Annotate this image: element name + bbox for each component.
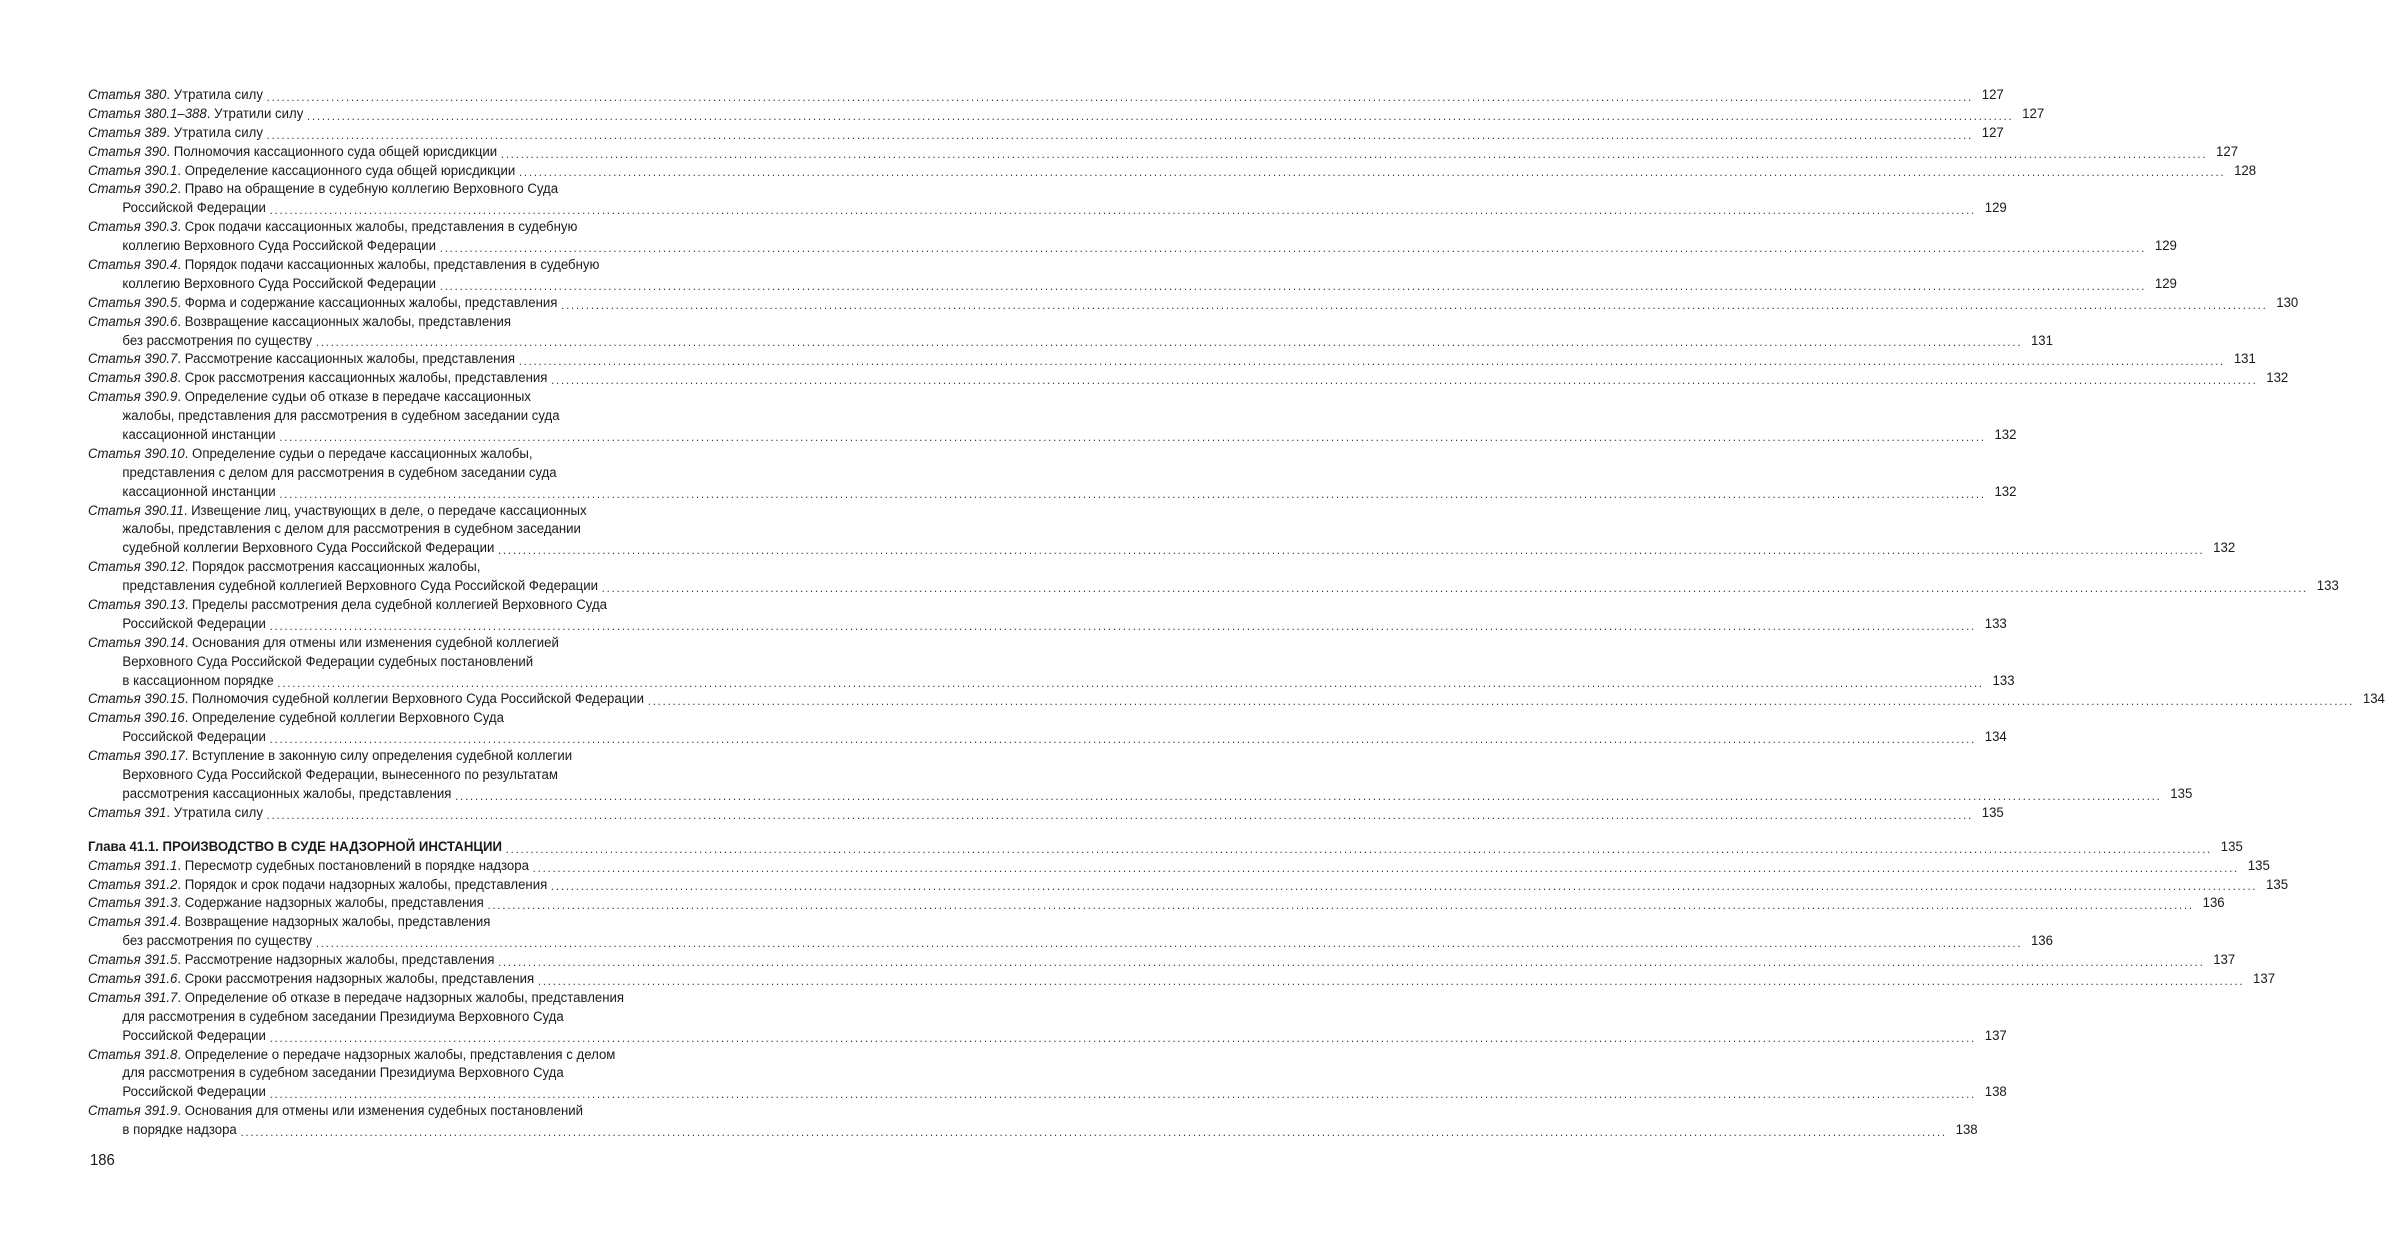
toc-entry[interactable]: Статья 390.9. Определение судьи об отказе в передаче кассационных жалобы, представления для рассмотрения в судебном заседании суда кассационной инстанции ..... 132 xyxy=(88,388,710,445)
article-number: Статья 390.6 xyxy=(88,313,178,330)
page-ref: 133 xyxy=(2316,578,2339,595)
dot-leader xyxy=(455,788,2161,804)
toc-entry[interactable]: Статья 391.7. Определение об отказе в передаче надзорных жалобы, представления для рассмотрения в судебном заседании Президиума Верховного Суда Российской Федерации ..... 137 xyxy=(88,989,710,1046)
toc-entry[interactable]: Статья 391. Утратила силу ..... 135 xyxy=(88,804,710,823)
dot-leader xyxy=(498,542,2204,558)
article-title: Порядок подачи кассационных жалобы, представления в судебную xyxy=(184,257,600,273)
toc-section-articles xyxy=(88,86,2385,823)
article-title: Срок подачи кассационных жалобы, представления в судебную xyxy=(184,219,578,236)
toc-entry[interactable]: Статья 390.8. Срок рассмотрения кассационных жалобы, представления ..... 132 xyxy=(88,369,710,388)
article-title: Утратили силу xyxy=(214,105,304,122)
page-ref: 134 xyxy=(2362,691,2385,708)
article-title: Порядок рассмотрения кассационных жалобы, xyxy=(192,559,481,576)
article-title: Верховного Суда Российской Федерации, вынесенного по результатам xyxy=(122,767,558,784)
article-title: в кассационном порядке xyxy=(122,672,274,689)
toc-entry[interactable]: Статья 390.4. Порядок подачи кассационных жалобы, представления в судебную коллегию Верховного Суда Российской Федерации ..... 129 xyxy=(88,256,710,294)
article-number: Статья 390.12 xyxy=(88,559,185,576)
dot-leader xyxy=(270,731,1976,747)
article-title: судебной коллегии Верховного Суда Российской Федерации xyxy=(122,540,495,557)
article-title: коллегию Верховного Суда Российской Федерации xyxy=(122,238,437,255)
article-title: Определение об отказе в передаче надзорных жалобы, представления xyxy=(184,989,625,1006)
article-title: Пределы рассмотрения дела судебной коллегией Верховного Суда xyxy=(192,597,607,614)
page-ref: 130 xyxy=(2276,294,2299,311)
dot-leader xyxy=(279,429,1985,445)
article-number: Статья 390.1 xyxy=(88,162,178,179)
dot-leader xyxy=(279,486,1985,502)
article-title: кассационной инстанции xyxy=(122,427,276,444)
toc-entry[interactable]: Статья 390.11. Извещение лиц, участвующих в деле, о передаче кассационных жалобы, представления с делом для рассмотрения в судебном заседании судебной коллегии Верховного Суда Российской Федерации ..... 132 xyxy=(88,502,710,559)
toc-entry[interactable]: Статья 391.1. Пересмотр судебных постановлений в порядке надзора ..... 135 xyxy=(88,857,710,876)
dot-leader xyxy=(307,108,2013,124)
article-number: Статья 391.9 xyxy=(88,1103,178,1120)
dot-leader xyxy=(648,693,2354,709)
article-title: для рассмотрения в судебном заседании Президиума Верховного Суда xyxy=(122,1008,564,1025)
toc-entry[interactable]: Статья 390.3. Срок подачи кассационных жалобы, представления в судебную коллегию Верховного Суда Российской Федерации ..... 129 xyxy=(88,218,710,256)
dot-leader xyxy=(267,89,1973,105)
page-ref: 133 xyxy=(1984,615,2007,632)
article-number: Статья 390.7 xyxy=(88,351,178,368)
article-number: Статья 380.1–388 xyxy=(88,105,207,122)
article-number: Статья 390.2 xyxy=(88,181,178,198)
toc-entry[interactable]: Статья 390.12. Порядок рассмотрения кассационных жалобы, представления судебной коллегией Верховного Суда Российской Федерации ..... 133 xyxy=(88,558,710,596)
article-title: Право на обращение в судебную коллегию Верховного Суда xyxy=(184,181,559,198)
toc-entry[interactable]: Статья 391.6. Сроки рассмотрения надзорных жалобы, представления ..... 137 xyxy=(88,970,710,989)
page-ref: 129 xyxy=(1984,200,2007,217)
article-number: Статья 391.5 xyxy=(88,952,178,969)
article-title: Определение о передаче надзорных жалобы, представления с делом xyxy=(184,1046,616,1063)
toc-entry[interactable]: Статья 390.5. Форма и содержание кассационных жалобы, представления ..... 130 xyxy=(88,294,710,313)
article-title: представления судебной коллегией Верховного Суда Российской Федерации xyxy=(122,578,598,595)
page-ref: 127 xyxy=(1981,86,2004,103)
dot-leader xyxy=(270,618,1976,634)
toc-entry[interactable]: Статья 391.3. Содержание надзорных жалобы, представления ..... 136 xyxy=(88,894,710,913)
page-ref: 137 xyxy=(2253,970,2276,987)
article-title: Срок рассмотрения кассационных жалобы, представления xyxy=(184,370,548,387)
dot-leader xyxy=(519,164,2225,180)
article-title: Утратила силу xyxy=(173,124,263,141)
article-number: Статья 390.4 xyxy=(88,257,178,273)
article-title: Определение кассационного суда общей юрисдикции xyxy=(184,162,516,179)
article-title: в порядке надзора xyxy=(122,1122,237,1139)
toc-entry[interactable]: Статья 390.16. Определение судебной коллегии Верховного Суда Российской Федерации ..... 134 xyxy=(88,709,710,747)
page-ref: 128 xyxy=(2234,162,2257,179)
page-ref: 127 xyxy=(2216,143,2239,160)
article-number: Статья 390.9 xyxy=(88,389,178,406)
dot-leader xyxy=(316,935,2022,951)
article-title: Утратила силу xyxy=(173,804,263,821)
article-title: коллегию Верховного Суда Российской Федерации xyxy=(122,275,437,292)
dot-leader xyxy=(498,954,2204,970)
toc-entry[interactable]: Статья 380.1–388. Утратили силу ..... 127 xyxy=(88,105,710,124)
article-title: Форма и содержание кассационных жалобы, представления xyxy=(184,294,558,311)
article-title: Верховного Суда Российской Федерации судебных постановлений xyxy=(122,653,534,670)
dot-leader xyxy=(533,860,2239,876)
article-title: Основания для отмены или изменения судебной коллегией xyxy=(192,634,559,651)
toc-chapter-entry[interactable] xyxy=(88,838,2243,857)
article-number: Статья 390.10 xyxy=(88,445,185,462)
page-ref: 135 xyxy=(2266,876,2289,893)
dot-leader xyxy=(602,580,2308,596)
toc-entry[interactable]: Статья 390.17. Вступление в законную силу определения судебной коллегии Верховного Суда Российской Федерации, вынесенного по результатам рассмотрения кассационных жалобы, представления ..... 135 xyxy=(88,747,710,804)
toc-entry[interactable]: Статья 391.4. Возвращение надзорных жалобы, представления без рассмотрения по существу ..... 136 xyxy=(88,913,710,951)
dot-leader xyxy=(487,897,2193,913)
page-ref: 132 xyxy=(1994,427,2017,444)
article-number: Статья 389 xyxy=(88,124,167,141)
toc-entry[interactable]: Статья 389. Утратила силу ..... 127 xyxy=(88,124,710,143)
article-title: Рассмотрение кассационных жалобы, представления xyxy=(184,351,515,368)
article-number: Статья 390.11 xyxy=(88,502,184,519)
dot-leader xyxy=(519,353,2225,369)
page-ref: 135 xyxy=(2170,785,2193,802)
article-number: Статья 390.8 xyxy=(88,370,178,387)
page-ref: 135 xyxy=(1981,804,2004,821)
page-number: 186 xyxy=(90,1152,115,1169)
article-number: Статья 391.4 xyxy=(88,914,178,931)
dot-leader xyxy=(270,1030,1976,1046)
toc-entry[interactable]: Статья 390.6. Возвращение кассационных жалобы, представления без рассмотрения по существу ..... 131 xyxy=(88,313,710,351)
dot-leader xyxy=(240,1124,1946,1140)
article-title: Вступление в законную силу определения судебной коллегии xyxy=(192,748,573,765)
page-ref: 129 xyxy=(2154,238,2177,255)
dot-leader xyxy=(270,1086,1976,1102)
article-number: Статья 391.2 xyxy=(88,876,178,893)
page-ref: 131 xyxy=(2030,332,2053,349)
article-title: Возвращение кассационных жалобы, представления xyxy=(184,313,512,330)
article-title: Полномочия судебной коллегии Верховного Суда Российской Федерации xyxy=(192,691,645,708)
dot-leader xyxy=(551,878,2257,894)
toc-entry[interactable]: Статья 390.13. Пределы рассмотрения дела судебной коллегией Верховного Суда Российской Федерации ..... 133 xyxy=(88,596,710,634)
toc-entry[interactable]: Статья 391.5. Рассмотрение надзорных жалобы, представления ..... 137 xyxy=(88,951,710,970)
article-title: без рассмотрения по существу xyxy=(122,933,313,950)
article-title: Российской Федерации xyxy=(122,1084,266,1101)
toc-entry[interactable]: Статья 391.2. Порядок и срок подачи надзорных жалобы, представления ..... 135 xyxy=(88,876,710,895)
article-number: Статья 390.14 xyxy=(88,634,185,651)
dot-leader xyxy=(440,278,2146,294)
article-title: Содержание надзорных жалобы, представления xyxy=(184,895,484,912)
page-ref: 137 xyxy=(2213,952,2236,969)
toc-section-chapter-articles xyxy=(88,857,2289,1140)
toc-entry[interactable]: Статья 391.8. Определение о передаче надзорных жалобы, представления с делом для рассмотрения в судебном заседании Президиума Верховного Суда Российской Федерации ..... 138 xyxy=(88,1046,710,1103)
article-title: жалобы, представления для рассмотрения в судебном заседании суда xyxy=(122,408,560,425)
dot-leader xyxy=(440,240,2146,256)
dot-leader xyxy=(506,841,2212,857)
page-ref: 138 xyxy=(1955,1122,1978,1139)
toc-entry[interactable]: Статья 390.2. Право на обращение в судебную коллегию Верховного Суда Российской Федерации ..... 129 xyxy=(88,180,710,218)
dot-leader xyxy=(501,146,2207,162)
article-title: Возвращение надзорных жалобы, представления xyxy=(184,914,491,931)
article-title: Пересмотр судебных постановлений в порядке надзора xyxy=(184,857,529,874)
article-number: Статья 390.13 xyxy=(88,597,185,614)
page-ref: 132 xyxy=(1994,483,2017,500)
article-number: Статья 391.8 xyxy=(88,1046,178,1063)
article-number: Статья 390.17 xyxy=(88,748,185,765)
chapter-title: Глава 41.1. ПРОИЗВОДСТВО В СУДЕ НАДЗОРНОЙ ИНСТАНЦИИ xyxy=(88,838,502,855)
article-title: Российской Федерации xyxy=(122,615,266,632)
article-number: Статья 391.3 xyxy=(88,895,178,912)
page-ref: 133 xyxy=(1992,672,2015,689)
article-number: Статья 391 xyxy=(88,804,167,821)
toc-entry[interactable]: Статья 390.14. Основания для отмены или изменения судебной коллегией Верховного Суда Российской Федерации судебных постановлений в кассационном порядке ..... 133 xyxy=(88,634,710,691)
toc-entry[interactable]: Статья 380. Утратила силу ..... 127 xyxy=(88,86,710,105)
article-title: Полномочия кассационного суда общей юрисдикции xyxy=(173,143,498,160)
article-number: Статья 391.6 xyxy=(88,970,178,987)
article-title: Порядок и срок подачи надзорных жалобы, представления xyxy=(184,876,548,893)
page-ref: 137 xyxy=(1984,1027,2007,1044)
article-title: рассмотрения кассационных жалобы, представления xyxy=(122,785,452,802)
article-title: Определение судьи о передаче кассационных жалобы, xyxy=(192,445,533,462)
page-ref: 136 xyxy=(2030,933,2053,950)
article-title: Сроки рассмотрения надзорных жалобы, представления xyxy=(184,970,535,987)
toc-entry[interactable]: Статья 390. Полномочия кассационного суда общей юрисдикции ..... 127 xyxy=(88,143,710,162)
article-number: Статья 390 xyxy=(88,143,167,160)
page-ref: 134 xyxy=(1984,729,2007,746)
toc-entry[interactable]: Статья 390.15. Полномочия судебной коллегии Верховного Суда Российской Федерации ..... 134 xyxy=(88,691,710,710)
article-title: представления с делом для рассмотрения в судебном заседании суда xyxy=(122,464,557,481)
article-number: Статья 390.15 xyxy=(88,691,185,708)
article-title: жалобы, представления с делом для рассмотрения в судебном заседании xyxy=(122,521,581,538)
dot-leader xyxy=(551,372,2257,388)
toc-entry[interactable]: Статья 390.1. Определение кассационного суда общей юрисдикции ..... 128 xyxy=(88,162,710,181)
article-title: для рассмотрения в судебном заседании Президиума Верховного Суда xyxy=(122,1065,564,1082)
article-title: Извещение лиц, участвующих в деле, о передаче кассационных xyxy=(191,502,587,519)
article-title: Определение судьи об отказе в передаче кассационных xyxy=(184,389,532,406)
article-title: Утратила силу xyxy=(173,86,263,103)
page-ref: 135 xyxy=(2247,857,2270,874)
article-number: Статья 390.5 xyxy=(88,294,178,311)
article-number: Статья 391.7 xyxy=(88,989,178,1006)
article-title: Основания для отмены или изменения судебных постановлений xyxy=(184,1103,583,1120)
page-ref: 132 xyxy=(2266,370,2289,387)
page-ref: 127 xyxy=(1981,124,2004,141)
article-number: Статья 390.3 xyxy=(88,219,178,236)
dot-leader xyxy=(277,675,1983,691)
dot-leader xyxy=(561,297,2267,313)
page-ref: 135 xyxy=(2220,838,2243,855)
dot-leader xyxy=(316,334,2022,350)
toc-entry[interactable]: Статья 391.9. Основания для отмены или изменения судебных постановлений в порядке надзора ..... 138 xyxy=(88,1102,710,1140)
article-title: Рассмотрение надзорных жалобы, представления xyxy=(184,952,495,969)
toc-entry[interactable]: Статья 390.10. Определение судьи о передаче кассационных жалобы, представления с делом для рассмотрения в судебном заседании суда кассационной инстанции ..... 132 xyxy=(88,445,710,502)
article-number: Статья 391.1 xyxy=(88,857,178,874)
dot-leader xyxy=(538,973,2244,989)
page-ref: 131 xyxy=(2233,351,2256,368)
article-title: Определение судебной коллегии Верховного Суда xyxy=(192,710,504,727)
article-title: кассационной инстанции xyxy=(122,483,276,500)
article-title: без рассмотрения по существу xyxy=(122,332,313,349)
article-number: Статья 380 xyxy=(88,86,167,103)
page-ref: 136 xyxy=(2202,895,2225,912)
table-of-contents xyxy=(88,86,2385,1140)
article-title: Российской Федерации xyxy=(122,200,266,217)
article-title: Российской Федерации xyxy=(122,1027,266,1044)
dot-leader xyxy=(267,127,1973,143)
article-title: Российской Федерации xyxy=(122,729,266,746)
page-ref: 127 xyxy=(2022,105,2045,122)
toc-entry[interactable]: Статья 390.7. Рассмотрение кассационных жалобы, представления ..... 131 xyxy=(88,350,710,369)
page-ref: 138 xyxy=(1984,1084,2007,1101)
dot-leader xyxy=(267,807,1973,823)
page-ref: 132 xyxy=(2213,540,2236,557)
article-number: Статья 390.16 xyxy=(88,710,185,727)
dot-leader xyxy=(270,202,1976,218)
page-ref: 129 xyxy=(2154,275,2177,292)
